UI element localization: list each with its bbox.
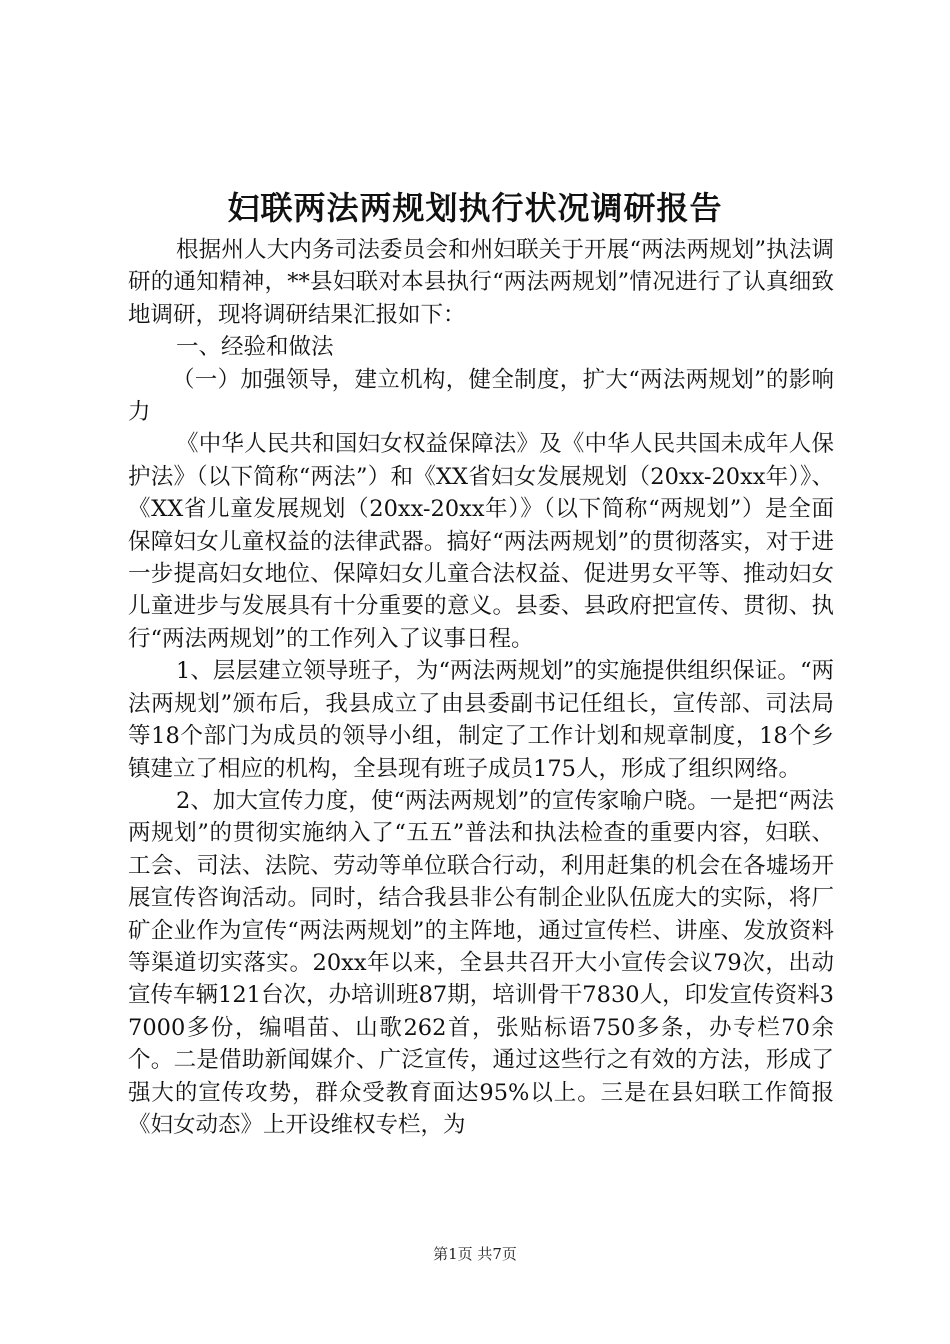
section-heading: 一、经验和做法 xyxy=(176,334,334,361)
page-number: 第1页 共7页 xyxy=(433,1245,517,1263)
subsection-heading: （一）加强领导，建立机构，健全制度，扩大“两法两规划”的影响力 xyxy=(128,366,834,426)
document-body xyxy=(128,234,834,1141)
intro-paragraph: 根据州人大内务司法委员会和州妇联关于开展“两法两规划”执法调研的通知精神，**县妇联对本县执行“两法两规划”情况进行了认真细致地调研，现将调研结果汇报如下： xyxy=(128,237,834,328)
body-paragraph: 1、层层建立领导班子，为“两法两规划”的实施提供组织保证。“两法两规划”颁布后，我县成立了由县委副书记任组长，宣传部、司法局等18个部门为成员的领导小组，制定了工作计划和规章制度，18个乡镇建立了相应的机构，全县现有班子成员175人，形成了组织网络。 xyxy=(128,658,834,782)
body-paragraph: 2、加大宣传力度，使“两法两规划”的宣传家喻户晓。一是把“两法两规划”的贯彻实施纳入了“五五”普法和执法检查的重要内容，妇联、工会、司法、法院、劳动等单位联合行动，利用赶集的机会在各墟场开展宣传咨询活动。同时，结合我县非公有制企业队伍庞大的实际，将厂矿企业作为宣传“两法两规划”的主阵地，通过宣传栏、讲座、发放资料等渠道切实落实。20xx年以来，全县共召开大小宣传会议79次，出动宣传车辆121台次，办培训班87期，培训骨干7830人，印发宣传资料37000多份，编唱苗、山歌262首，张贴标语750多条，办专栏70余个。二是借助新闻媒介、广泛宣传，通过这些行之有效的方法，形成了强大的宣传攻势，群众受教育面达95%以上。三是在县妇联工作简报《妇女动态》上开设维权专栏，为 xyxy=(128,787,834,1138)
body-paragraph: 《中华人民共和国妇女权益保障法》及《中华人民共国未成年人保护法》（以下简称“两法”）和《XX省妇女发展规划（20xx-20xx年）》、《XX省儿童发展规划（20xx-20xx年）》（以下简称“两规划”）是全面保障妇女儿童权益的法律武器。搞好“两法两规划”的贯彻落实，对于进一步提高妇女地位、保障妇女儿童合法权益、促进男女平等、推动妇女儿童进步与发展具有十分重要的意义。县委、县政府把宣传、贯彻、执行“两法两规划”的工作列入了议事日程。 xyxy=(128,431,834,652)
document-title: 妇联两法两规划执行状况调研报告 xyxy=(227,189,723,227)
